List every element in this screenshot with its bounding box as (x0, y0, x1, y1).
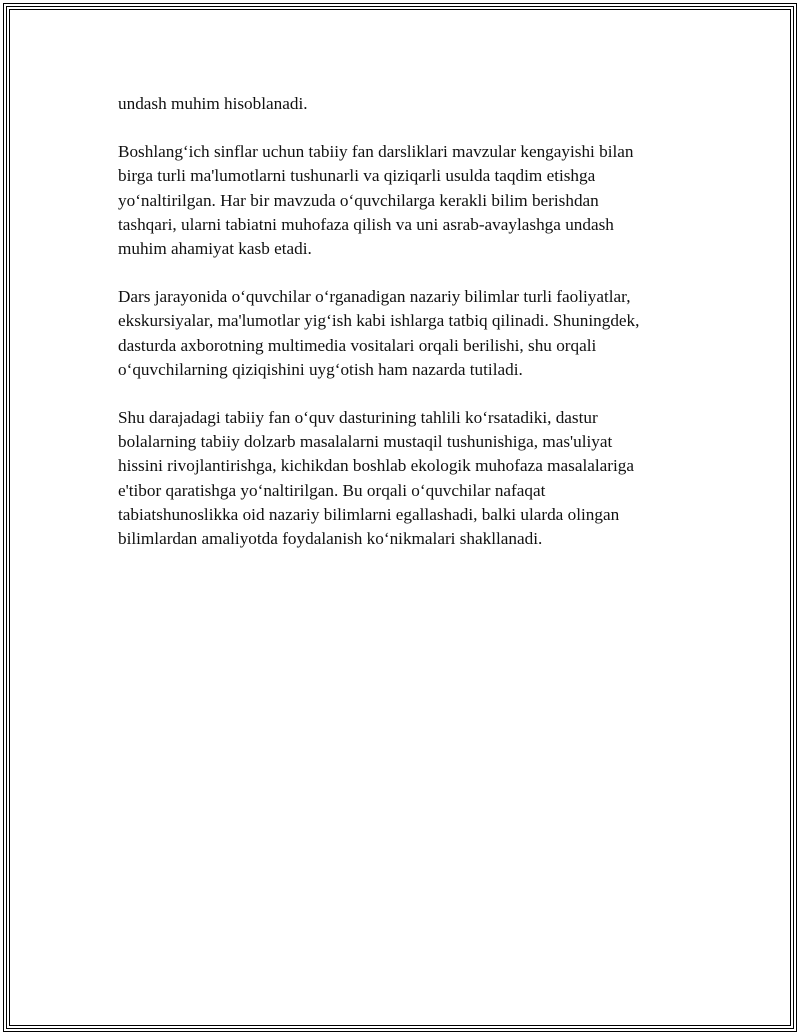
text-line: hissini rivojlantirishga, kichikdan boshlab ekologik muhofaza masalalariga (118, 456, 634, 476)
text-line: tabiatshunoslikka oid nazariy bilimlarni egallashadi, balki ularda olingan (118, 504, 620, 524)
paragraph (118, 92, 688, 116)
text-line: Boshlang‘ich sinflar uchun tabiiy fan darsliklari mavzular kengayishi bilan (118, 142, 634, 162)
text-line: ekskursiyalar, ma'lumotlar yig‘ish kabi ishlarga tatbiq qilinadi. Shuningdek, (118, 311, 640, 331)
text-line: tashqari, ularni tabiatni muhofaza qilish va uni asrab-avaylashga undash (118, 214, 614, 234)
text-line: birga turli ma'lumotlarni tushunarli va qiziqarli usulda taqdim etishga (118, 166, 596, 186)
text-line: yo‘naltirilgan. Har bir mavzuda o‘quvchilarga kerakli bilim berishdan (118, 190, 599, 210)
text-line: Shu darajadagi tabiiy fan o‘quv dasturining tahlili ko‘rsatadiki, dastur (118, 408, 598, 428)
paragraph (118, 285, 688, 382)
text-line: bolalarning tabiiy dolzarb masalalarni mustaqil tushunishiga, mas'uliyat (118, 432, 613, 452)
text-line: undash muhim hisoblanadi. (118, 94, 308, 113)
text-line: dasturda axborotning multimedia vositalari orqali berilishi, shu orqali (118, 335, 597, 355)
text-line: bilimlardan amaliyotda foydalanish ko‘nikmalari shakllanadi. (118, 529, 543, 549)
text-line: e'tibor qaratishga yo‘naltirilgan. Bu orqali o‘quvchilar nafaqat (118, 480, 546, 500)
text-line: o‘quvchilarning qiziqishini uyg‘otish ham nazarda tutiladi. (118, 359, 523, 379)
text-line: muhim ahamiyat kasb etadi. (118, 239, 312, 259)
paragraph (118, 406, 688, 551)
paragraph (118, 140, 688, 261)
document-body (118, 92, 688, 575)
text-line: Dars jarayonida o‘quvchilar o‘rganadigan nazariy bilimlar turli faoliyatlar, (118, 287, 631, 307)
